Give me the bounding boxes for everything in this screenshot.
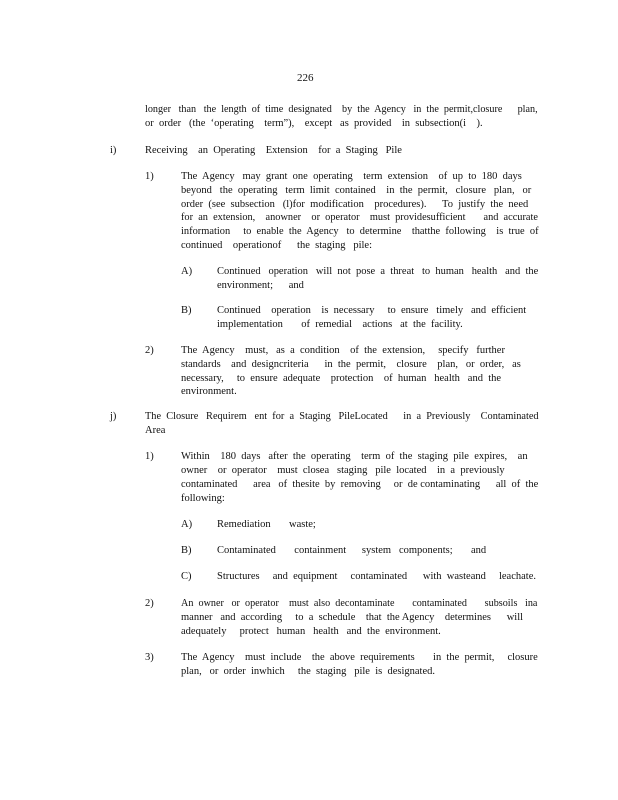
section-j-sub-c-label: C): [181, 571, 192, 582]
section-j-sub-a-text: Remediation waste;: [217, 519, 316, 530]
section-i-sub-a-label: A): [181, 266, 193, 277]
section-i-item-2-line: necessary, to ensure adequate protection of human health and the: [181, 373, 502, 384]
section-j-heading-line-2: Area: [145, 425, 166, 436]
section-j-sub-b-text: Contaminated containment system components; and: [217, 545, 487, 556]
page-number: 226: [297, 72, 314, 84]
section-i-item-2-num: 2): [145, 345, 154, 356]
section-i-item-2-line: The Agency must, as a condition of the extension, specify further: [181, 345, 505, 356]
section-j-item-1-line: contaminated area of thesite by removing or de contaminating all of the: [181, 479, 539, 490]
section-j-item-1-line: Within 180 days after the operating term of the staging pile expires, an: [181, 451, 528, 462]
section-j-item-1-num: 1): [145, 451, 154, 462]
section-j-item-3-num: 3): [145, 652, 154, 663]
section-i-item-1-line: continued operationof the staging pile:: [181, 240, 372, 251]
intro-line-1: longer than the length of time designated by the Agency in the permit,closure plan,: [145, 104, 538, 115]
section-i-heading: Receiving an Operating Extension for a Staging Pile: [145, 145, 402, 156]
section-j-label: j): [110, 411, 117, 422]
section-j-item-2-line: manner and according to a schedule that the Agency determines will: [181, 612, 524, 623]
section-i-item-1-line: for an extension, anowner or operator must providesufficient and accurate: [181, 212, 538, 223]
intro-line-2: or order (the ‘operating term”), except as provided in subsection(i ).: [145, 118, 483, 129]
section-i-item-1-num: 1): [145, 171, 154, 182]
section-j-item-3-line: The Agency must include the above requirements in the permit, closure: [181, 652, 538, 663]
section-i-item-1-line: beyond the operating term limit contained in the permit, closure plan, or: [181, 185, 532, 196]
section-i-item-1-line: The Agency may grant one operating term extension of up to 180 days: [181, 171, 522, 182]
section-i-sub-b-line: implementation of remedial actions at the facility.: [217, 319, 463, 330]
section-j-heading-line-1: The Closure Requirem ent for a Staging PileLocated in a Previously Contaminated: [145, 411, 539, 422]
section-j-sub-b-label: B): [181, 545, 192, 556]
section-i-label: i): [110, 145, 117, 156]
section-i-item-1-line: information to enable the Agency to determine thatthe following is true of: [181, 226, 539, 237]
section-j-item-2-line: adequately protect human health and the environment.: [181, 626, 441, 637]
section-j-item-1-line: owner or operator must closea staging pile located in a previously: [181, 465, 505, 476]
section-i-item-1-line: order (see subsection (l)for modification procedures). To justify the need: [181, 199, 529, 210]
section-j-item-2-line: An owner or operator must also decontaminate contaminated subsoils ina: [181, 598, 538, 609]
section-i-sub-a-line: environment; and: [217, 280, 304, 291]
section-i-item-2-line: environment.: [181, 386, 237, 397]
section-j-item-3-line: plan, or order inwhich the staging pile is designated.: [181, 666, 435, 677]
section-i-sub-b-line: Continued operation is necessary to ensure timely and efficient: [217, 305, 527, 316]
section-i-sub-b-label: B): [181, 305, 192, 316]
section-i-item-2-line: standards and designcriteria in the permit, closure plan, or order, as: [181, 359, 521, 370]
section-j-item-1-line: following:: [181, 493, 225, 504]
section-j-sub-a-label: A): [181, 519, 193, 530]
section-i-sub-a-line: Continued operation will not pose a threat to human health and the: [217, 266, 539, 277]
section-j-item-2-num: 2): [145, 598, 154, 609]
section-j-sub-c-text: Structures and equipment contaminated with wasteand leachate.: [217, 571, 536, 582]
